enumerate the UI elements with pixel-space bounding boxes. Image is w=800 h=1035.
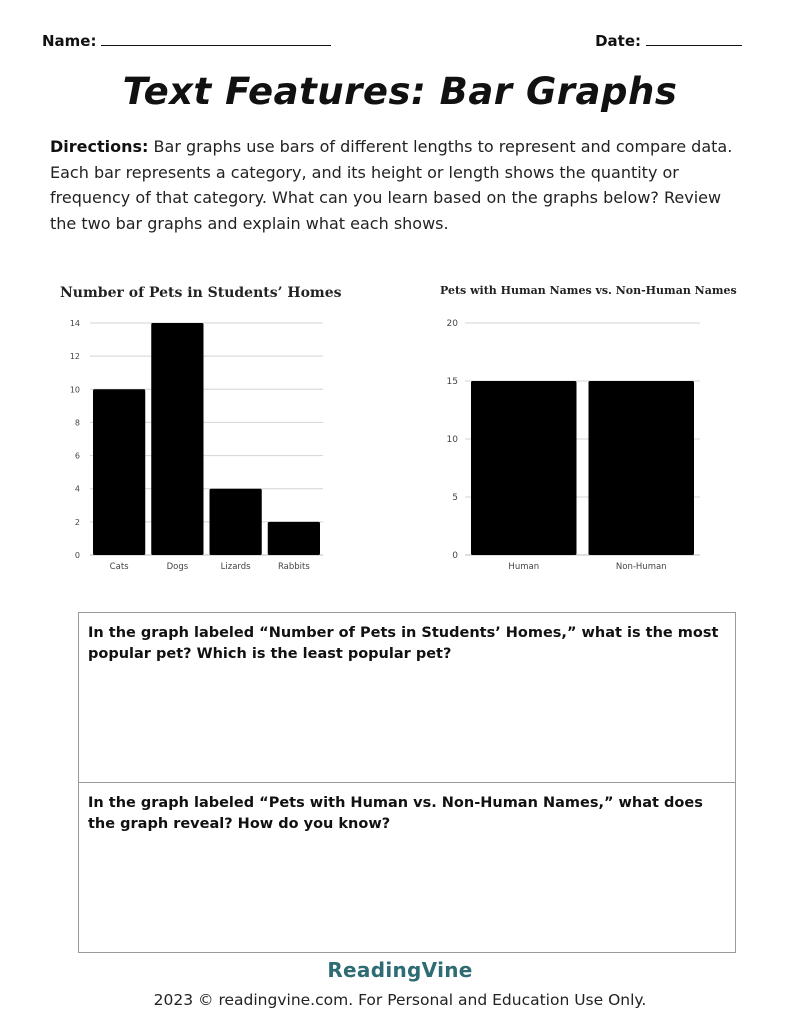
x-tick-label: Lizards — [220, 562, 251, 572]
name-label: Name: — [42, 32, 97, 50]
x-tick-label: Rabbits — [277, 562, 310, 572]
x-tick-label: Human — [508, 562, 540, 572]
question-table — [78, 612, 736, 953]
chart-title: Number of Pets in Students’ Homes — [60, 285, 342, 301]
directions — [50, 134, 740, 236]
x-tick-label: Cats — [109, 562, 129, 572]
name-field[interactable] — [42, 32, 331, 50]
directions-lead: Directions: — [50, 137, 149, 156]
pets-count-chart-svg — [60, 282, 340, 574]
bar-lizards — [210, 489, 262, 555]
y-tick-label: 10 — [69, 385, 80, 395]
pets-count-chart — [60, 282, 340, 574]
bar-rabbits — [268, 522, 320, 555]
chart-title: Pets with Human Names vs. Non-Human Names — [440, 284, 737, 297]
date-field[interactable] — [595, 32, 742, 50]
y-tick-label: 8 — [74, 418, 80, 428]
y-tick-label: 0 — [452, 551, 458, 561]
date-label: Date: — [595, 32, 641, 50]
bar-human — [471, 381, 577, 555]
y-tick-label: 20 — [446, 319, 458, 329]
date-line[interactable] — [646, 33, 742, 46]
directions-text: Bar graphs use bars of different lengths to represent and compare data. Each bar represents a category, and its height or length shows the quantity or frequency of that category. What can you learn based on the graphs below? Review the two bar graphs and explain what each shows. — [50, 137, 733, 233]
question-1-text: In the graph labeled “Number of Pets in Students’ Homes,” what is the most popular pet? Which is the least popular pet? — [88, 625, 719, 662]
question-2-cell[interactable] — [79, 783, 735, 952]
x-tick-label: Dogs — [166, 562, 189, 572]
pet-names-chart — [440, 282, 737, 574]
pet-names-chart-svg — [440, 282, 737, 574]
y-tick-label: 15 — [446, 377, 458, 387]
y-tick-label: 4 — [74, 484, 80, 494]
bar-dogs — [151, 323, 203, 555]
header-row — [42, 32, 742, 54]
y-tick-label: 12 — [69, 352, 80, 362]
page-title: Text Features: Bar Graphs — [122, 70, 678, 113]
question-2-text: In the graph labeled “Pets with Human vs. Non-Human Names,” what does the graph reveal? How do you know? — [88, 795, 703, 832]
x-tick-label: Non-Human — [615, 562, 667, 572]
y-tick-label: 14 — [69, 319, 80, 328]
bar-non-human — [589, 381, 695, 555]
y-tick-label: 10 — [446, 435, 458, 445]
name-line[interactable] — [101, 33, 331, 46]
y-tick-label: 5 — [452, 493, 458, 503]
question-1-cell[interactable] — [79, 613, 735, 783]
y-tick-label: 0 — [74, 551, 80, 560]
bar-cats — [93, 389, 145, 555]
brand-logo: ReadingVine — [327, 958, 473, 982]
y-tick-label: 6 — [74, 451, 80, 461]
footer-copyright: 2023 © readingvine.com. For Personal and Education Use Only. — [153, 991, 647, 1009]
y-tick-label: 2 — [74, 517, 80, 527]
